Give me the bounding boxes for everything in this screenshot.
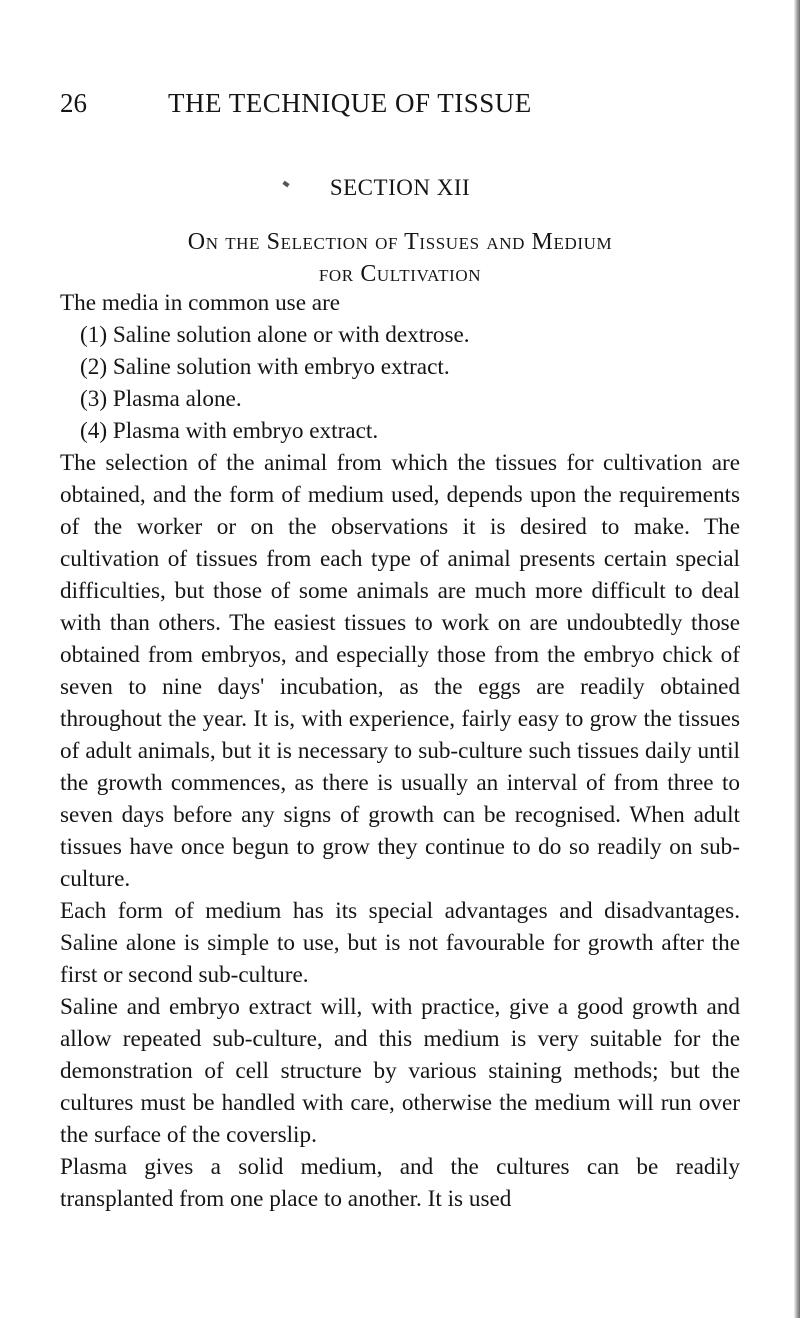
list-item: (1) Saline solution alone or with dextrose. [80, 322, 470, 348]
section-heading: SECTION XII [329, 175, 471, 200]
paragraph: Saline and embryo extract will, with practice, give a good growth and allow repeated sub-culture, and this medium is very suitable for the demonstration of cell structure by various staining methods; but the cultures must be handled with care, otherwise the medium will run over the surface of the coverslip. [60, 994, 740, 1148]
paragraph: Each form of medium has its special advantages and disadvantages. Saline alone is simple to use, but is not favourable for growth after the first or second sub-culture. [60, 898, 740, 988]
list-item: (4) Plasma with embryo extract. [80, 418, 379, 444]
section-title-line-2: for Cultivation [318, 261, 482, 287]
section-title-line-1: On the Selection of Tissues and Medium [187, 229, 613, 255]
page-header [60, 86, 740, 120]
page-number: 26 [60, 88, 87, 118]
section-title [60, 226, 740, 290]
paragraph: Plasma gives a solid medium, and the cultures can be readily transplanted from one place to another. It is used [60, 1154, 740, 1212]
running-head: THE TECHNIQUE OF TISSUE [168, 88, 532, 118]
list-item: (3) Plasma alone. [80, 386, 242, 412]
list-item: (2) Saline solution with embryo extract. [80, 354, 450, 380]
media-list [60, 319, 740, 447]
intro-line: The media in common use are [60, 290, 341, 316]
paragraph: The selection of the animal from which the tissues for cultivation are obtained, and the form of medium used, depends upon the requirements of the worker or on the observations it is desired to make. The cultivation of tissues from each type of animal presents certain special difficulties, but those of some animals are much more difficult to deal with than others. The easiest tissues to work on are undoubtedly those obtained from embryos, and especially those from the embryo chick of seven to nine days' incubation, as the eggs are readily obtained throughout the year. It is, with experience, fairly easy to grow the tissues of adult animals, but it is necessary to sub-culture such tissues daily until the growth commences, as there is usually an interval of from three to seven days before any signs of growth can be recognised. When adult tissues have once begun to grow they continue to do so readily on sub-culture. [60, 450, 740, 892]
body-text [60, 287, 740, 1215]
